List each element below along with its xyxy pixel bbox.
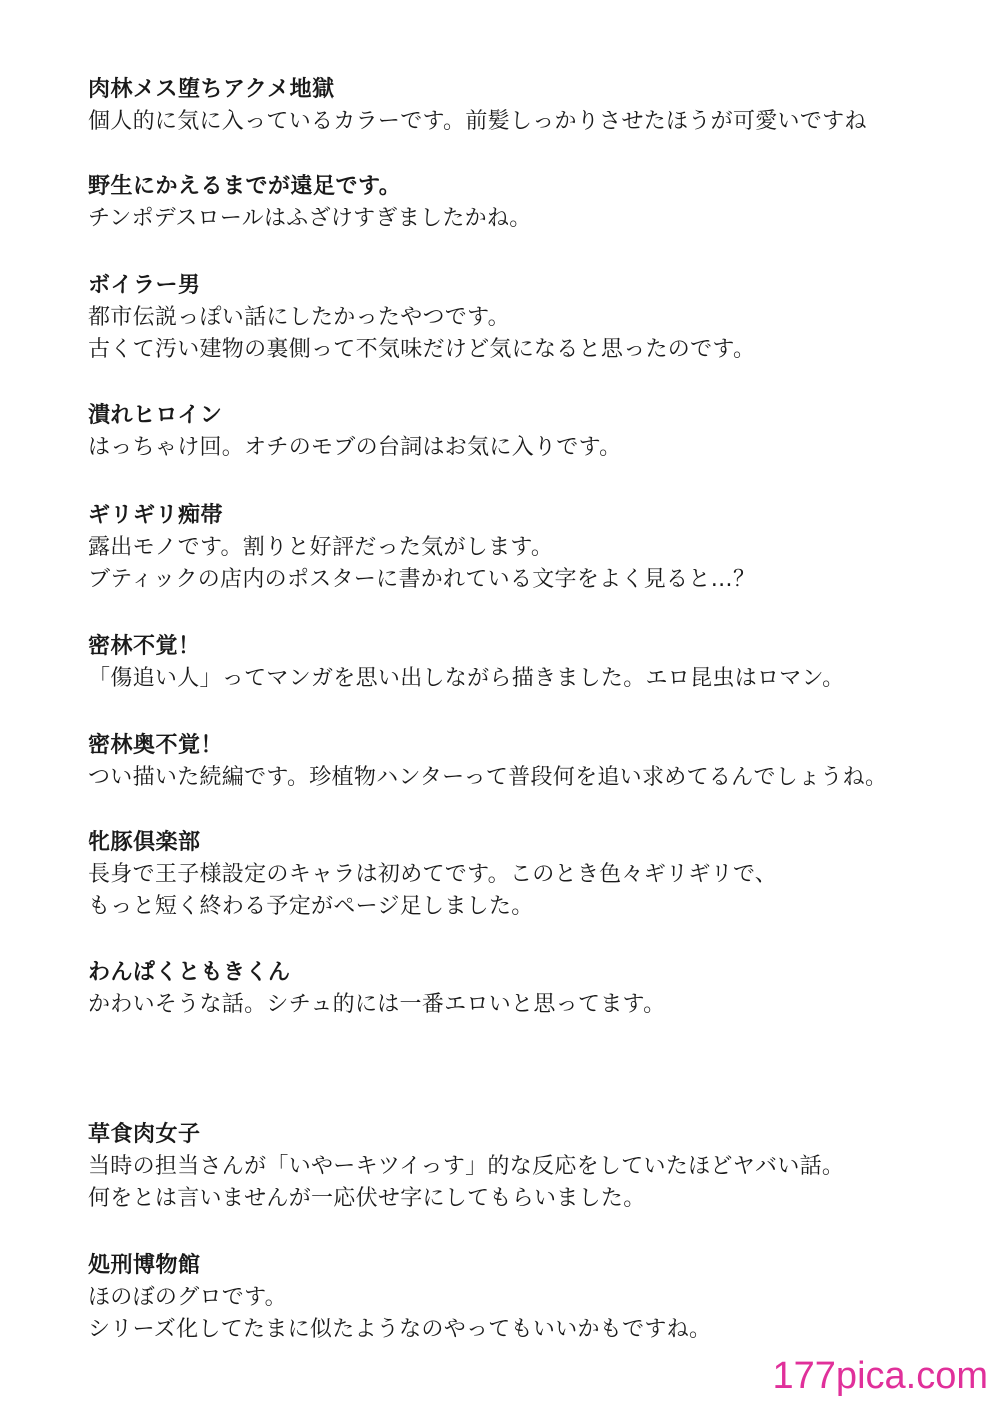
entry-title: 処刑博物館 — [88, 1253, 201, 1278]
entry-comment-line: はっちゃけ回。オチのモブの台詞はお気に入りです。 — [88, 435, 622, 460]
entry-comment-line: もっと短く終わる予定がページ足しました。 — [88, 894, 534, 919]
entry-comment-line: 都市伝説っぽい話にしたかったやつです。 — [88, 305, 510, 330]
entry-comment-line: 何をとは言いませんが一応伏せ字にしてもらいました。 — [88, 1186, 646, 1211]
entry-title: 野生にかえるまでが遠足です。 — [88, 174, 402, 199]
entry-wanpaku — [88, 957, 988, 1021]
entry-comment-line: つい描いた続編です。珍植物ハンターって普段何を追い求めてるんでしょうね。 — [88, 765, 888, 790]
entry-comment-line: 長身で王子様設定のキャラは初めてです。このとき色々ギリギリで、 — [88, 862, 778, 887]
entry-title: 密林不覚！ — [88, 634, 201, 659]
entry-comment-line: チンポデスロールはふざけすぎましたかね。 — [88, 206, 532, 231]
entry-shokei — [88, 1250, 988, 1346]
entry-title: わんぱくともきくん — [88, 960, 291, 985]
entry-title: 草食肉女子 — [88, 1122, 201, 1147]
entry-comment-line: 個人的に気に入っているカラーです。前髪しっかりさせたほうが可愛いですね — [88, 109, 867, 134]
entry-mitsurin-oku — [88, 730, 988, 794]
entry-boiler — [88, 270, 988, 366]
entry-soushoku — [88, 1119, 988, 1215]
entry-comment-line: 「傷追い人」ってマンガを思い出しながら描きました。エロ昆虫はロマン。 — [88, 666, 845, 691]
entry-title: ボイラー男 — [88, 273, 201, 298]
entry-girigiri — [88, 500, 988, 596]
entry-comment-line: ほのぼのグロです。 — [88, 1285, 287, 1310]
entry-mitsurin — [88, 631, 988, 695]
entry-title: 潰れヒロイン — [88, 403, 223, 428]
entry-comment-line: かわいそうな話。シチュ的には一番エロいと思ってます。 — [88, 992, 666, 1017]
entry-nikurin — [88, 74, 988, 138]
entry-title: ギリギリ痴帯 — [88, 503, 224, 528]
entry-comment-line: シリーズ化してたまに似たようなのやってもいいかもですね。 — [88, 1317, 712, 1342]
entry-comment-line: ブティックの店内のポスターに書かれている文字をよく見ると…？ — [88, 567, 756, 592]
entry-title: 密林奥不覚！ — [88, 733, 224, 758]
entry-title: 肉林メス堕ちアクメ地獄 — [88, 77, 335, 102]
entry-yasei — [88, 171, 988, 235]
entry-comment-line: 露出モノです。割りと好評だった気がします。 — [88, 535, 554, 560]
entry-title: 牝豚倶楽部 — [88, 830, 201, 855]
entry-mesubuta — [88, 827, 988, 923]
entry-tsubure — [88, 400, 988, 464]
site-watermark: 177pica.com — [772, 1355, 988, 1397]
entry-comment-line: 古くて汚い建物の裏側って不気味だけど気になると思ったのです。 — [88, 337, 756, 362]
entry-comment-line: 当時の担当さんが「いやーキツイっす」的な反応をしていたほどヤバい話。 — [88, 1154, 845, 1179]
